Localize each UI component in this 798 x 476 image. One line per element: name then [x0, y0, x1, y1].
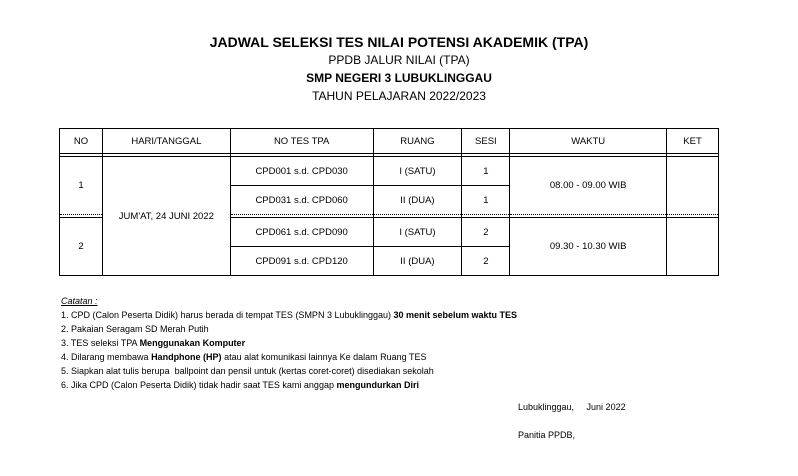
- col-header-no: NO: [60, 129, 103, 154]
- note-item: 5. Siapkan alat tulis berupa ballpoint dan pensil untuk (kertas coret-coret) disediakan sekolah: [61, 366, 434, 376]
- col-header-time: WAKTU: [510, 129, 667, 154]
- note-emphasis: mengundurkan Diri: [336, 380, 419, 390]
- session: 2: [462, 218, 510, 247]
- note-cell: [667, 218, 719, 276]
- notes-title: Catatan :: [61, 296, 98, 306]
- room: II (DUA): [373, 186, 462, 215]
- table-row: [60, 157, 719, 186]
- document-title: JADWAL SELEKSI TES NILAI POTENSI AKADEMIK (TPA): [209, 34, 589, 50]
- note-item: [61, 308, 517, 322]
- note-item: 2. Pakaian Seragam SD Merah Putih: [61, 324, 209, 334]
- col-header-session: SESI: [462, 129, 510, 154]
- notes-section: [61, 294, 517, 392]
- signature-place-date: Lubuklinggau, Juni 2022: [518, 402, 626, 412]
- room: II (DUA): [373, 247, 462, 276]
- note-emphasis: Menggunakan Komputer: [139, 338, 246, 348]
- document-subtitle: PPDB JALUR NILAI (TPA): [328, 53, 470, 67]
- school-name: SMP NEGERI 3 LUBUKLINGGAU: [306, 71, 492, 85]
- schedule-table: [59, 128, 719, 276]
- col-header-note: KET: [667, 129, 719, 154]
- note-item: [61, 336, 517, 350]
- group-no: 2: [60, 218, 103, 276]
- test-date: JUM'AT, 24 JUNI 2022: [102, 157, 230, 276]
- note-emphasis: 30 menit sebelum waktu TES: [393, 310, 518, 320]
- col-header-room: RUANG: [373, 129, 462, 154]
- note-text: 4. Dilarang membawa: [61, 352, 149, 362]
- group-no: 1: [60, 157, 103, 215]
- test-number-range: CPD031 s.d. CPD060: [230, 186, 373, 215]
- session: 1: [462, 157, 510, 186]
- time-slot: 08.00 - 09.00 WIB: [510, 157, 667, 215]
- note-text: 1. CPD (Calon Peserta Didik) harus berada di tempat TES (SMPN 3 Lubuklinggau): [61, 310, 391, 320]
- session: 2: [462, 247, 510, 276]
- session: 1: [462, 186, 510, 215]
- signature-committee: Panitia PPDB,: [518, 430, 576, 440]
- note-cell: [667, 157, 719, 215]
- test-number-range: CPD091 s.d. CPD120: [230, 247, 373, 276]
- col-header-date: HARI/TANGGAL: [102, 129, 230, 154]
- note-text: atau alat komunikasi lainnya Ke dalam Ruang TES: [224, 352, 427, 362]
- table-header-row: [60, 129, 719, 154]
- time-slot: 09.30 - 10.30 WIB: [510, 218, 667, 276]
- note-emphasis: Handphone (HP): [151, 352, 222, 362]
- note-item: [61, 350, 517, 364]
- col-header-test-no: NO TES TPA: [230, 129, 373, 154]
- note-text: 6. Jika CPD (Calon Peserta Didik) tidak hadir saat TES kami anggap: [61, 380, 334, 390]
- note-text: 3. TES seleksi TPA: [61, 338, 138, 348]
- academic-year: TAHUN PELAJARAN 2022/2023: [312, 89, 486, 103]
- note-item: [61, 378, 517, 392]
- room: I (SATU): [373, 157, 462, 186]
- test-number-range: CPD061 s.d. CPD090: [230, 218, 373, 247]
- room: I (SATU): [373, 218, 462, 247]
- test-number-range: CPD001 s.d. CPD030: [230, 157, 373, 186]
- document-header: [0, 33, 798, 105]
